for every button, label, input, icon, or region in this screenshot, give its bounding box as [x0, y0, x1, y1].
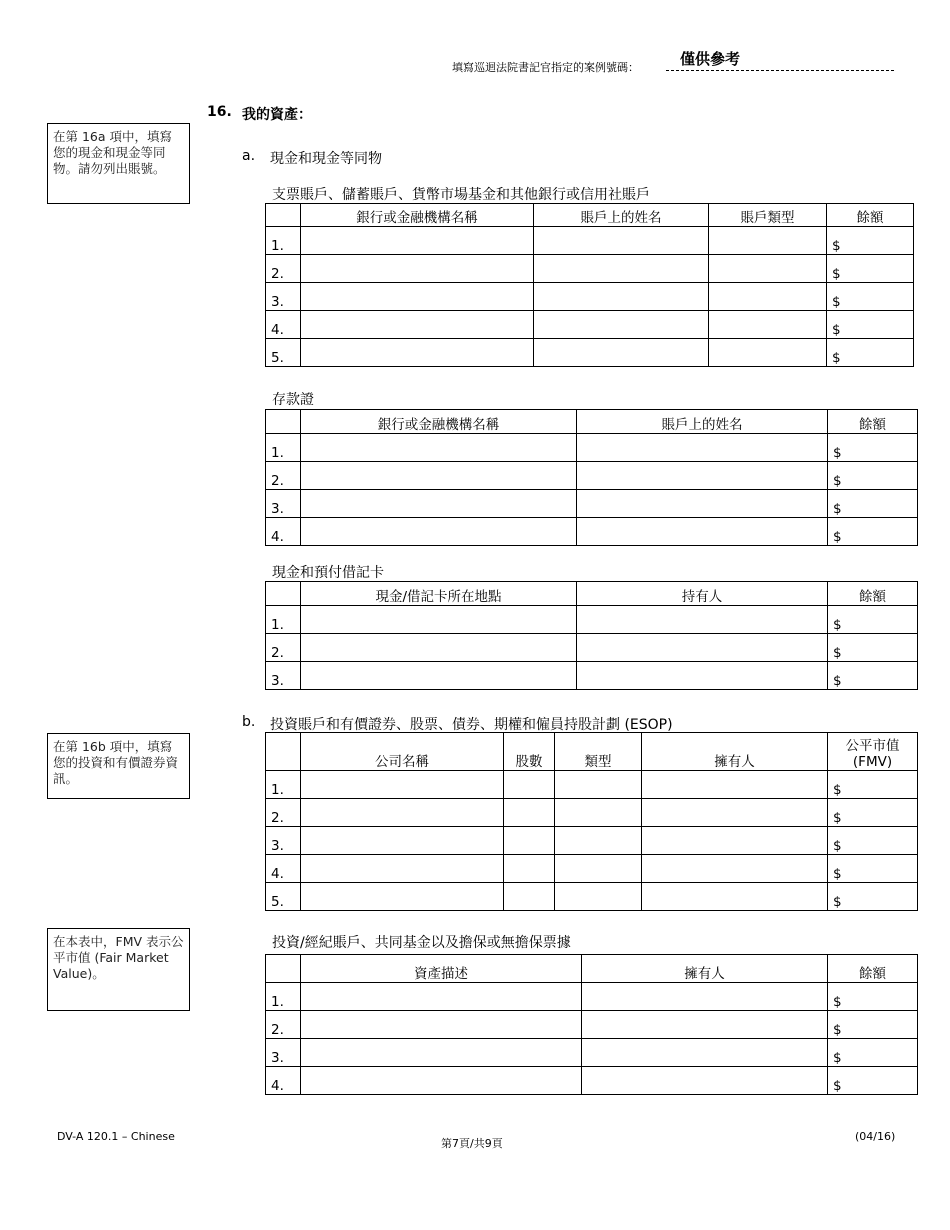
owner-cell[interactable]: [582, 1067, 828, 1095]
col-header: 賬戶類型: [709, 204, 827, 227]
balance-cell[interactable]: $: [827, 283, 914, 311]
institution-cell[interactable]: [301, 490, 577, 518]
row-number: 1.: [266, 606, 301, 634]
case-number-label: 填寫巡迴法院書記官指定的案例號碼：: [452, 61, 639, 74]
institution-cell[interactable]: [301, 462, 577, 490]
table-row: [266, 799, 918, 827]
row-number: 3.: [266, 283, 301, 311]
company-cell[interactable]: [301, 855, 504, 883]
table-header-row: [266, 582, 918, 606]
table-row: [266, 983, 918, 1011]
institution-cell[interactable]: [301, 518, 577, 546]
account-name-cell[interactable]: [534, 339, 709, 367]
row-number: 1.: [266, 771, 301, 799]
part-a-title: 現金和現金等同物: [270, 151, 382, 167]
table-row: [266, 634, 918, 662]
table-row: [266, 227, 914, 255]
type-cell[interactable]: [555, 883, 642, 911]
asset-description-cell[interactable]: [301, 1011, 582, 1039]
balance-cell[interactable]: $: [827, 255, 914, 283]
col-header: 股數: [504, 733, 555, 771]
account-name-cell[interactable]: [534, 283, 709, 311]
col-header-fmv: [828, 733, 918, 771]
row-number: 4.: [266, 1067, 301, 1095]
balance-cell[interactable]: $: [827, 311, 914, 339]
bank-accounts-table: [265, 203, 914, 367]
institution-cell[interactable]: [301, 255, 534, 283]
table-row: [266, 462, 918, 490]
col-header: 資產描述: [301, 955, 582, 983]
shares-cell[interactable]: [504, 771, 555, 799]
owner-cell[interactable]: [582, 983, 828, 1011]
cd-table: [265, 409, 918, 546]
table-row: [266, 518, 918, 546]
table-row: [266, 490, 918, 518]
type-cell[interactable]: [555, 799, 642, 827]
account-type-cell[interactable]: [709, 339, 827, 367]
table-header-row: [266, 204, 914, 227]
row-number-header: [266, 204, 301, 227]
fmv-cell[interactable]: $: [828, 855, 918, 883]
account-type-cell[interactable]: [709, 311, 827, 339]
owner-cell[interactable]: [582, 1011, 828, 1039]
shares-cell[interactable]: [504, 799, 555, 827]
table-row: [266, 662, 918, 690]
balance-cell[interactable]: $: [828, 490, 918, 518]
row-number-header: [266, 582, 301, 606]
bank-accounts-caption: 支票賬戶、儲蓄賬戶、貨幣市場基金和其他銀行或信用社賬戶: [272, 187, 650, 203]
revision-date: (04/16): [855, 1130, 896, 1143]
cash-table: [265, 581, 918, 690]
col-header: 現金/借記卡所在地點: [301, 582, 577, 606]
row-number: 4.: [266, 518, 301, 546]
owner-cell[interactable]: [642, 883, 828, 911]
fmv-cell[interactable]: $: [828, 771, 918, 799]
table-row: [266, 1011, 918, 1039]
table-header-row: [266, 733, 918, 771]
row-number: 5.: [266, 339, 301, 367]
institution-cell[interactable]: [301, 339, 534, 367]
part-a-letter: a.: [242, 148, 256, 164]
shares-cell[interactable]: [504, 855, 555, 883]
note-16b: 在第 16b 項中，填寫您的投資和有價證券資訊。: [47, 733, 190, 799]
account-name-cell[interactable]: [577, 462, 828, 490]
type-cell[interactable]: [555, 827, 642, 855]
shares-cell[interactable]: [504, 827, 555, 855]
col-header: 持有人: [577, 582, 828, 606]
table-row: [266, 855, 918, 883]
location-cell[interactable]: [301, 662, 577, 690]
account-name-cell[interactable]: [534, 311, 709, 339]
col-header: 餘額: [828, 582, 918, 606]
table-row: [266, 283, 914, 311]
institution-cell[interactable]: [301, 283, 534, 311]
row-number: 4.: [266, 311, 301, 339]
row-number-header: [266, 733, 301, 771]
balance-cell[interactable]: $: [828, 1039, 918, 1067]
holder-cell[interactable]: [577, 606, 828, 634]
shares-cell[interactable]: [504, 883, 555, 911]
col-header: 餘額: [828, 410, 918, 434]
row-number: 2.: [266, 1011, 301, 1039]
account-name-cell[interactable]: [577, 434, 828, 462]
type-cell[interactable]: [555, 855, 642, 883]
row-number: 3.: [266, 827, 301, 855]
holder-cell[interactable]: [577, 662, 828, 690]
brokerage-table: [265, 954, 918, 1095]
asset-description-cell[interactable]: [301, 1039, 582, 1067]
asset-description-cell[interactable]: [301, 1067, 582, 1095]
col-header: 類型: [555, 733, 642, 771]
table-header-row: [266, 955, 918, 983]
col-header: 賬戶上的姓名: [534, 204, 709, 227]
fmv-header-line2: (FMV): [852, 754, 893, 770]
company-cell[interactable]: [301, 883, 504, 911]
balance-cell[interactable]: $: [828, 1011, 918, 1039]
owner-cell[interactable]: [642, 855, 828, 883]
balance-cell[interactable]: $: [828, 634, 918, 662]
col-header: 銀行或金融機構名稱: [301, 410, 577, 434]
company-cell[interactable]: [301, 799, 504, 827]
section-number: 16.: [207, 104, 232, 120]
account-type-cell[interactable]: [709, 255, 827, 283]
institution-cell[interactable]: [301, 227, 534, 255]
table-row: [266, 606, 918, 634]
balance-cell[interactable]: $: [828, 662, 918, 690]
note-16a: 在第 16a 項中，填寫您的現金和現金等同物。請勿列出賬號。: [47, 123, 190, 204]
location-cell[interactable]: [301, 634, 577, 662]
cd-caption: 存款證: [272, 392, 314, 408]
type-cell[interactable]: [555, 771, 642, 799]
table-row: [266, 883, 918, 911]
table-row: [266, 827, 918, 855]
row-number: 2.: [266, 462, 301, 490]
row-number: 3.: [266, 490, 301, 518]
investments-table: [265, 732, 918, 911]
table-row: [266, 311, 914, 339]
col-header: 賬戶上的姓名: [577, 410, 828, 434]
table-row: [266, 255, 914, 283]
case-number-value: 僅供參考: [680, 50, 741, 68]
case-number-field[interactable]: [666, 70, 894, 71]
account-name-cell[interactable]: [577, 518, 828, 546]
part-b-title: 投資賬戶和有價證券、股票、債券、期權和僱員持股計劃 (ESOP): [270, 717, 673, 733]
balance-cell[interactable]: $: [828, 606, 918, 634]
row-number: 3.: [266, 662, 301, 690]
institution-cell[interactable]: [301, 311, 534, 339]
company-cell[interactable]: [301, 771, 504, 799]
company-cell[interactable]: [301, 827, 504, 855]
fmv-cell[interactable]: $: [828, 883, 918, 911]
row-number: 1.: [266, 983, 301, 1011]
balance-cell[interactable]: $: [828, 983, 918, 1011]
note-fmv: 在本表中，FMV 表示公平市值 (Fair Market Value)。: [47, 928, 190, 1011]
account-name-cell[interactable]: [534, 255, 709, 283]
row-number-header: [266, 410, 301, 434]
form-id: DV-A 120.1 – Chinese: [57, 1130, 175, 1143]
table-row: [266, 434, 918, 462]
part-b-letter: b.: [242, 714, 256, 730]
balance-cell[interactable]: $: [827, 227, 914, 255]
col-header: 擁有人: [642, 733, 828, 771]
balance-cell[interactable]: $: [828, 462, 918, 490]
row-number: 2.: [266, 255, 301, 283]
table-header-row: [266, 410, 918, 434]
table-row: [266, 1067, 918, 1095]
row-number-header: [266, 955, 301, 983]
cash-caption: 現金和預付借記卡: [272, 565, 384, 581]
location-cell[interactable]: [301, 606, 577, 634]
institution-cell[interactable]: [301, 434, 577, 462]
account-type-cell[interactable]: [709, 283, 827, 311]
row-number: 3.: [266, 1039, 301, 1067]
owner-cell[interactable]: [582, 1039, 828, 1067]
account-name-cell[interactable]: [534, 227, 709, 255]
holder-cell[interactable]: [577, 634, 828, 662]
col-header: 餘額: [828, 955, 918, 983]
table-row: [266, 339, 914, 367]
col-header: 銀行或金融機構名稱: [301, 204, 534, 227]
fmv-cell[interactable]: $: [828, 827, 918, 855]
balance-cell[interactable]: $: [828, 518, 918, 546]
col-header: 公司名稱: [301, 733, 504, 771]
owner-cell[interactable]: [642, 771, 828, 799]
page-number: 第7頁/共9頁: [441, 1137, 503, 1150]
owner-cell[interactable]: [642, 799, 828, 827]
section-title: 我的資產：: [242, 107, 312, 123]
account-name-cell[interactable]: [577, 490, 828, 518]
balance-cell[interactable]: $: [828, 1067, 918, 1095]
row-number: 2.: [266, 634, 301, 662]
asset-description-cell[interactable]: [301, 983, 582, 1011]
table-row: [266, 1039, 918, 1067]
col-header: 餘額: [827, 204, 914, 227]
account-type-cell[interactable]: [709, 227, 827, 255]
fmv-cell[interactable]: $: [828, 799, 918, 827]
fmv-header-line1: 公平市值: [845, 738, 900, 754]
row-number: 5.: [266, 883, 301, 911]
row-number: 2.: [266, 799, 301, 827]
col-header: 擁有人: [582, 955, 828, 983]
owner-cell[interactable]: [642, 827, 828, 855]
balance-cell[interactable]: $: [828, 434, 918, 462]
row-number: 1.: [266, 227, 301, 255]
row-number: 1.: [266, 434, 301, 462]
balance-cell[interactable]: $: [827, 339, 914, 367]
table-row: [266, 771, 918, 799]
brokerage-caption: 投資/經紀賬戶、共同基金以及擔保或無擔保票據: [272, 935, 571, 951]
row-number: 4.: [266, 855, 301, 883]
